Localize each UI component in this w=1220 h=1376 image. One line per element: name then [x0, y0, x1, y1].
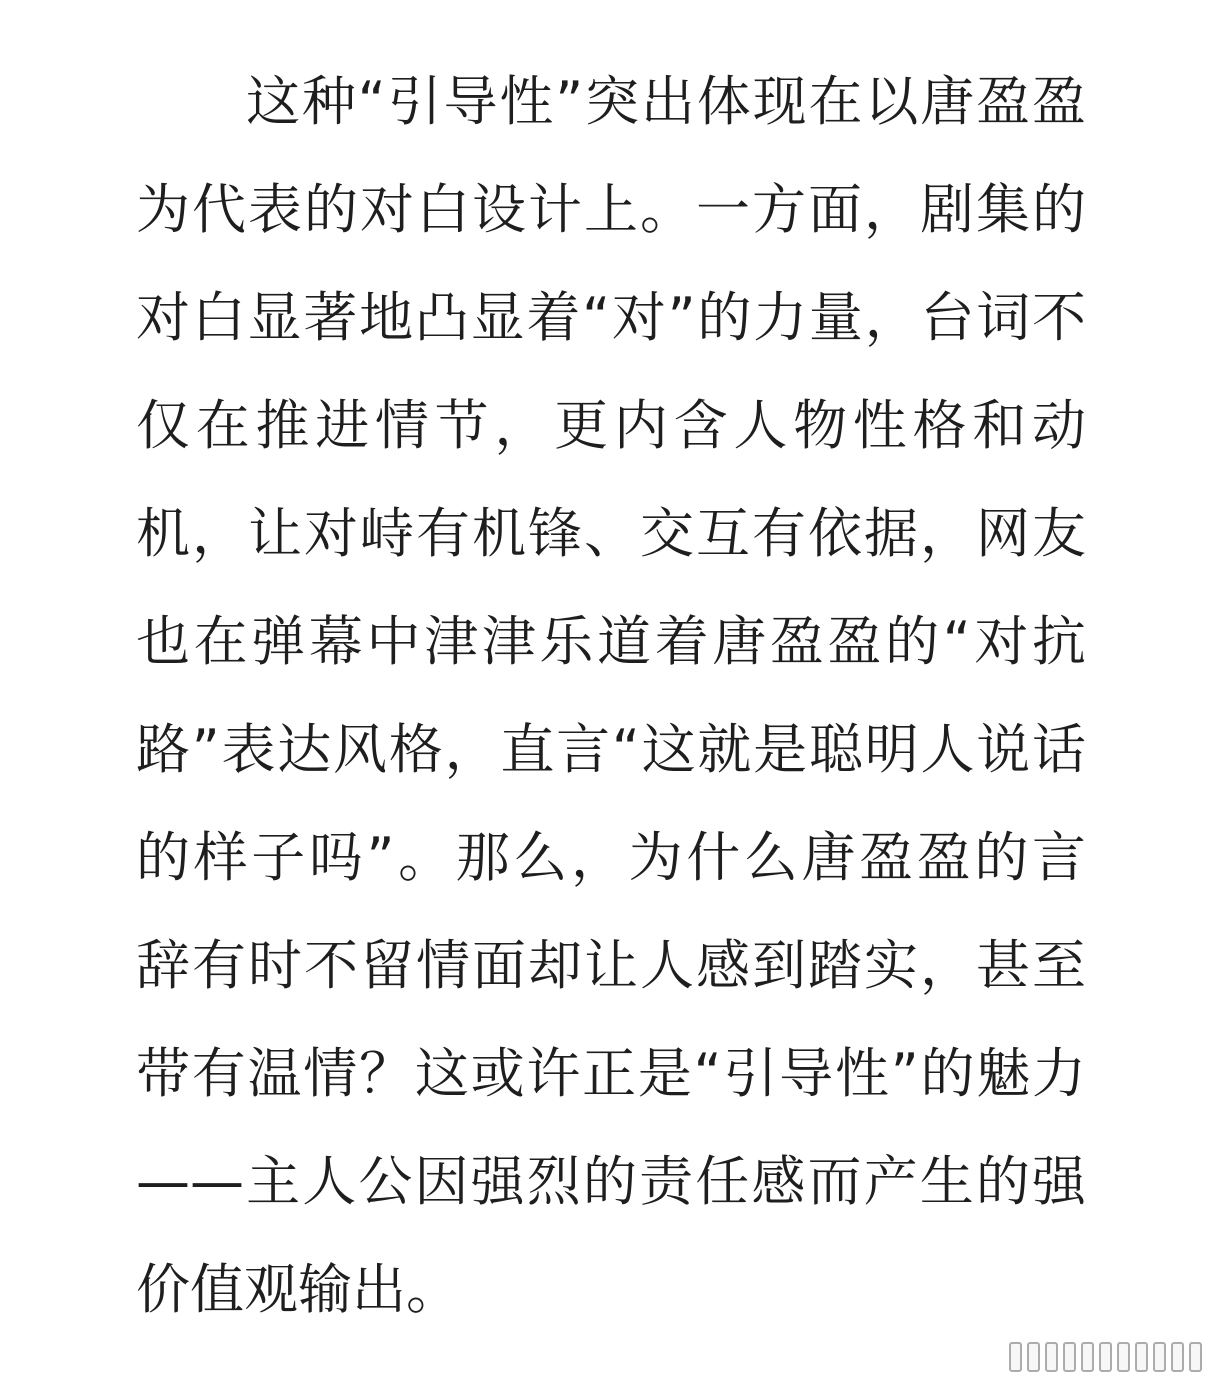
paragraph-line: 机，让对峙有机锋、交互有依据，网友: [136, 502, 1086, 565]
watermark-bar: [1027, 1342, 1040, 1372]
watermark-bar: [1135, 1342, 1148, 1372]
watermark-bar: [1099, 1342, 1112, 1372]
paragraph-line: 这种“引导性”突出体现在以唐盈盈: [246, 70, 1086, 133]
article-body: [136, 48, 1086, 1344]
paragraph-line: 辞有时不留情面却让人感到踏实，甚至: [136, 934, 1086, 997]
watermark-bar: [1117, 1342, 1130, 1372]
paragraph-line: 带有温情？这或许正是“引导性”的魅力: [136, 1042, 1086, 1105]
watermark-bar: [1009, 1342, 1022, 1372]
watermark-bar: [1081, 1342, 1094, 1372]
paragraph-line: 为代表的对白设计上。一方面，剧集的: [136, 178, 1086, 241]
paragraph-line: 路”表达风格，直言“这就是聪明人说话: [136, 718, 1086, 781]
watermark-bars-icon: [1009, 1338, 1202, 1376]
watermark-bar: [1063, 1342, 1076, 1372]
paragraph-line: 对白显著地凸显着“对”的力量，台词不: [136, 286, 1086, 349]
paragraph-line: 仅在推进情节，更内含人物性格和动: [136, 394, 1086, 457]
paragraph-line: 价值观输出。: [136, 1258, 460, 1321]
paragraph-line: ——主人公因强烈的责任感而产生的强: [136, 1150, 1086, 1213]
watermark-bar: [1189, 1342, 1202, 1372]
paragraph-line: 也在弹幕中津津乐道着唐盈盈的“对抗: [136, 610, 1086, 673]
watermark-bar: [1153, 1342, 1166, 1372]
paragraph-line: 的样子吗”。那么，为什么唐盈盈的言: [136, 826, 1086, 889]
watermark-bar: [1045, 1342, 1058, 1372]
watermark-bar: [1171, 1342, 1184, 1372]
